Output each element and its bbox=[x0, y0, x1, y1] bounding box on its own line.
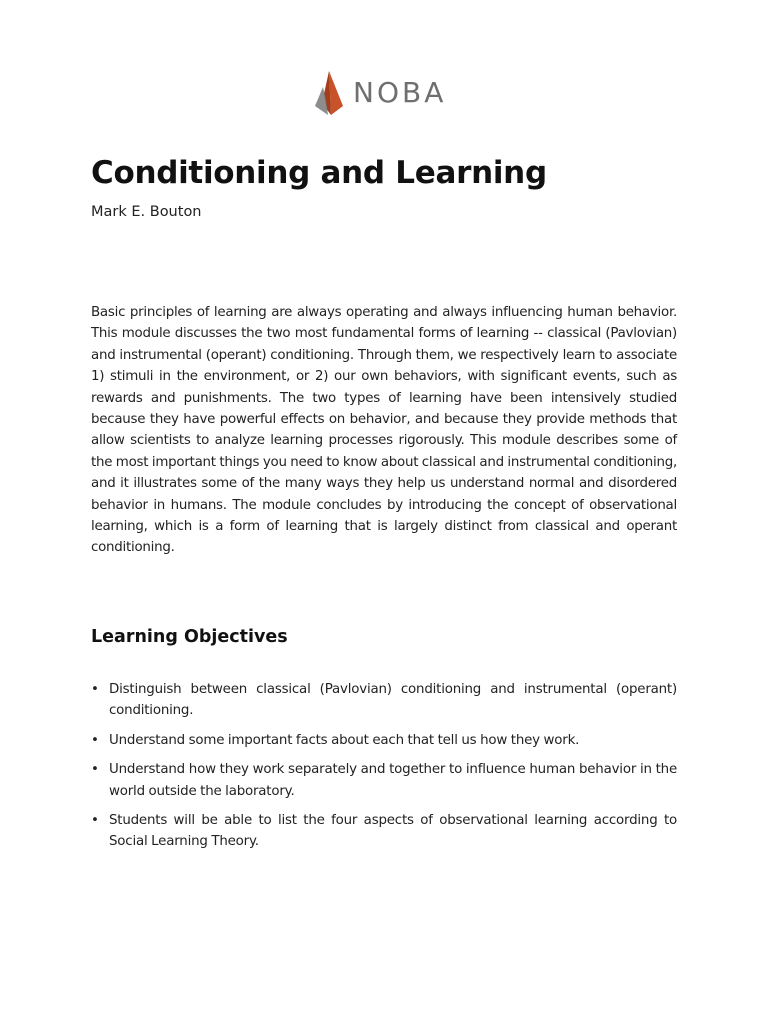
objective-text: Students will be able to list the four aspects of observational learning according to Social Learning Theory. bbox=[109, 813, 677, 850]
abstract-paragraph: Basic principles of learning are always operating and always influencing human behavior. This module discusses the two most fundamental forms of learning -- classical (Pavlovian) and instrumental (operant) conditioning. Through them, we respectively learn to associate 1) stimuli in the environment, or 2) our own behaviors, with significant events, such as rewards and punishments. The two types of learning have been intensively studied because they have powerful effects on behavior, and because they provide methods that allow scientists to analyze learning processes rigorously. This module describes some of the most important things you need to know about classical and instrumental conditioning, and it illustrates some of the many ways they help us understand normal and disordered behavior in humans. The module concludes by introducing the concept of observational learning, which is a form of learning that is largely distinct from classical and operant conditioning. bbox=[91, 305, 677, 556]
bullet-icon: • bbox=[91, 762, 99, 778]
author-name: Mark E. Bouton bbox=[91, 204, 202, 220]
objective-text: Distinguish between classical (Pavlovian) conditioning and instrumental (operant) conditioning. bbox=[109, 682, 677, 719]
noba-flame-icon bbox=[314, 70, 344, 115]
learning-objectives-list bbox=[91, 679, 677, 861]
list-item bbox=[91, 730, 677, 751]
list-item bbox=[91, 679, 677, 722]
document-title: Conditioning and Learning bbox=[91, 155, 547, 191]
list-item bbox=[91, 810, 677, 853]
bullet-icon: • bbox=[91, 732, 99, 748]
bullet-icon: • bbox=[91, 813, 99, 829]
noba-logo bbox=[314, 70, 446, 115]
logo-wordmark: NOBA bbox=[353, 76, 447, 109]
bullet-icon: • bbox=[91, 682, 99, 697]
list-item bbox=[91, 759, 677, 802]
learning-objectives-heading: Learning Objectives bbox=[91, 627, 288, 647]
objective-text: Understand some important facts about each that tell us how they work. bbox=[109, 732, 580, 748]
objective-text: Understand how they work separately and together to influence human behavior in the world outside the laboratory. bbox=[109, 762, 677, 799]
